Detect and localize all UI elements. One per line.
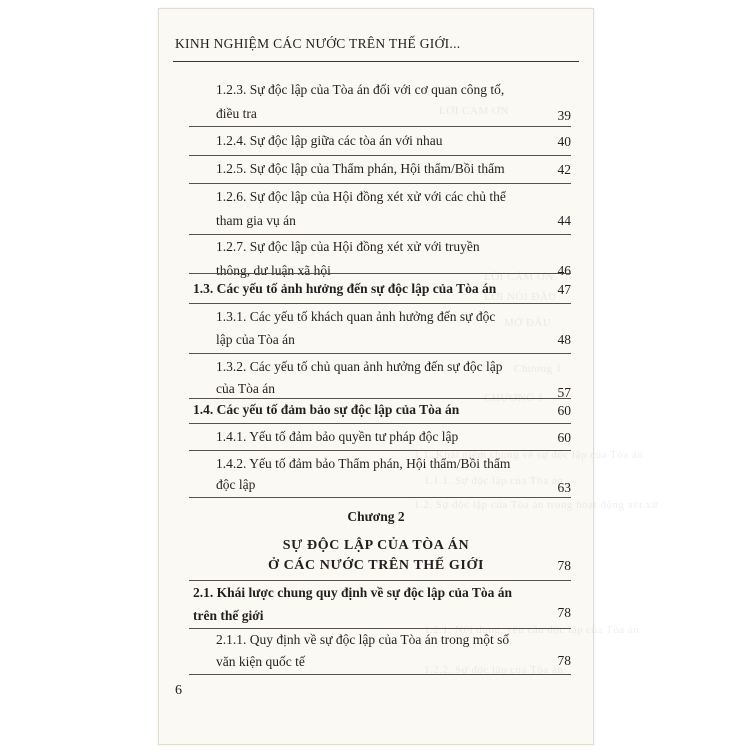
toc-page-number: 60 — [557, 430, 571, 445]
toc-section-title: trên thế giới — [193, 608, 264, 623]
bleed-through-text: Chương 1 — [514, 363, 562, 375]
bleed-through-text: 1.1. Khái niệm chung về sự độc lập của Tòa án — [414, 449, 644, 461]
toc-page-number: 47 — [557, 282, 571, 297]
bleed-through-text: 1.2. Sự độc lập của Tòa án trong hoạt động xét xử — [414, 499, 659, 511]
chapter-title-line: Ở CÁC NƯỚC TRÊN THẾ GIỚI — [267, 558, 484, 573]
toc-entry-line: 1.4.2. Yếu tố đảm bảo Thẩm phán, Hội thẩm/Bồi thẩm — [216, 456, 511, 471]
toc-entry-line: 1.2.6. Sự độc lập của Hội đồng xét xử với các chủ thể — [216, 189, 506, 204]
divider — [189, 497, 571, 498]
toc-section-title: 1.3. Các yếu tố ảnh hưởng đến sự độc lập của Tòa án — [193, 281, 497, 296]
bleed-through-text: CHƯƠNG 1 — [484, 392, 544, 404]
toc-entry-line: 1.2.3. Sự độc lập của Tòa án đối với cơ quan công tố, — [216, 82, 505, 97]
toc-entry-line: 2.1.1. Quy định về sự độc lập của Tòa án trong một số — [216, 632, 510, 647]
divider — [189, 674, 571, 675]
chapter-label: Chương 2 — [347, 509, 405, 524]
toc-entry-line: văn kiện quốc tế — [216, 654, 305, 669]
header-rule — [173, 61, 579, 62]
toc-page-number: 63 — [557, 480, 571, 495]
page-number: 6 — [175, 683, 182, 698]
toc-entry-line: 1.3.1. Các yếu tố khách quan ảnh hưởng đến sự độc — [216, 309, 496, 324]
toc-page-number: 44 — [557, 213, 571, 228]
toc-entry-line: 1.2.5. Sự độc lập của Thẩm phán, Hội thẩm/Bồi thẩm — [216, 161, 505, 176]
divider — [189, 353, 571, 354]
toc-page-number: 78 — [557, 653, 571, 668]
toc-entry-line: 1.2.7. Sự độc lập của Hội đồng xét xử với truyền — [216, 239, 480, 254]
toc-section-title: 2.1. Khái lược chung quy định về sự độc lập của Tòa án — [193, 585, 513, 600]
bleed-through-text: 1.2.2. Sự độc lập của Tòa án — [424, 664, 564, 676]
divider — [189, 234, 571, 235]
toc-page-number: 48 — [557, 332, 571, 347]
toc-page-number: 78 — [557, 558, 571, 573]
toc-entry-line: điều tra — [216, 106, 257, 121]
bleed-through-text: LỜI CẢM ƠN — [439, 105, 509, 117]
chapter-title-line: SỰ ĐỘC LẬP CỦA TÒA ÁN — [282, 538, 470, 553]
toc-entry-line: 1.3.2. Các yếu tố chủ quan ảnh hưởng đến sự độc lập — [216, 359, 503, 374]
divider — [189, 423, 571, 424]
divider — [189, 183, 571, 184]
book-page — [158, 8, 659, 745]
toc-page-number: 39 — [557, 108, 571, 123]
toc-entry-line: thông, dư luận xã hội — [216, 263, 331, 278]
toc-entry-line: lập của Tòa án — [216, 332, 295, 347]
divider — [189, 273, 571, 274]
divider — [189, 303, 571, 304]
toc-page-number: 42 — [557, 162, 571, 177]
divider — [189, 126, 571, 127]
toc-entry-line: 1.4.1. Yếu tố đảm bảo quyền tư pháp độc lập — [216, 429, 459, 444]
toc-page-number: 46 — [557, 263, 571, 278]
bleed-through-text: 1.1.1. Sự độc lập của Tòa án — [424, 475, 564, 487]
toc-entry-line: của Tòa án — [216, 381, 275, 396]
bleed-through-text: MỞ ĐẦU — [504, 317, 552, 329]
divider — [189, 580, 571, 581]
running-header: KINH NGHIỆM CÁC NƯỚC TRÊN THẾ GIỚI... — [175, 36, 461, 51]
bleed-through-text: LỜI CẢM ƠN — [484, 271, 554, 283]
toc-section-title: 1.4. Các yếu tố đảm bảo sự độc lập của Tòa án — [193, 402, 460, 417]
divider — [189, 450, 571, 451]
toc-page-number: 57 — [557, 385, 571, 400]
toc-entry-line: tham gia vụ án — [216, 213, 296, 228]
toc-page-number: 60 — [557, 403, 571, 418]
toc-page-number: 40 — [557, 134, 571, 149]
divider — [189, 155, 571, 156]
toc-entry-line: độc lập — [216, 477, 256, 492]
bleed-through-text: LỜI NÓI ĐẦU — [484, 291, 557, 303]
toc-entry-line: 1.2.4. Sự độc lập giữa các tòa án với nhau — [216, 133, 443, 148]
bleed-through-text: 1.2.1. Nội dung, yêu cầu độc lập của Tòa án — [424, 624, 640, 636]
toc-page-number: 78 — [557, 605, 571, 620]
